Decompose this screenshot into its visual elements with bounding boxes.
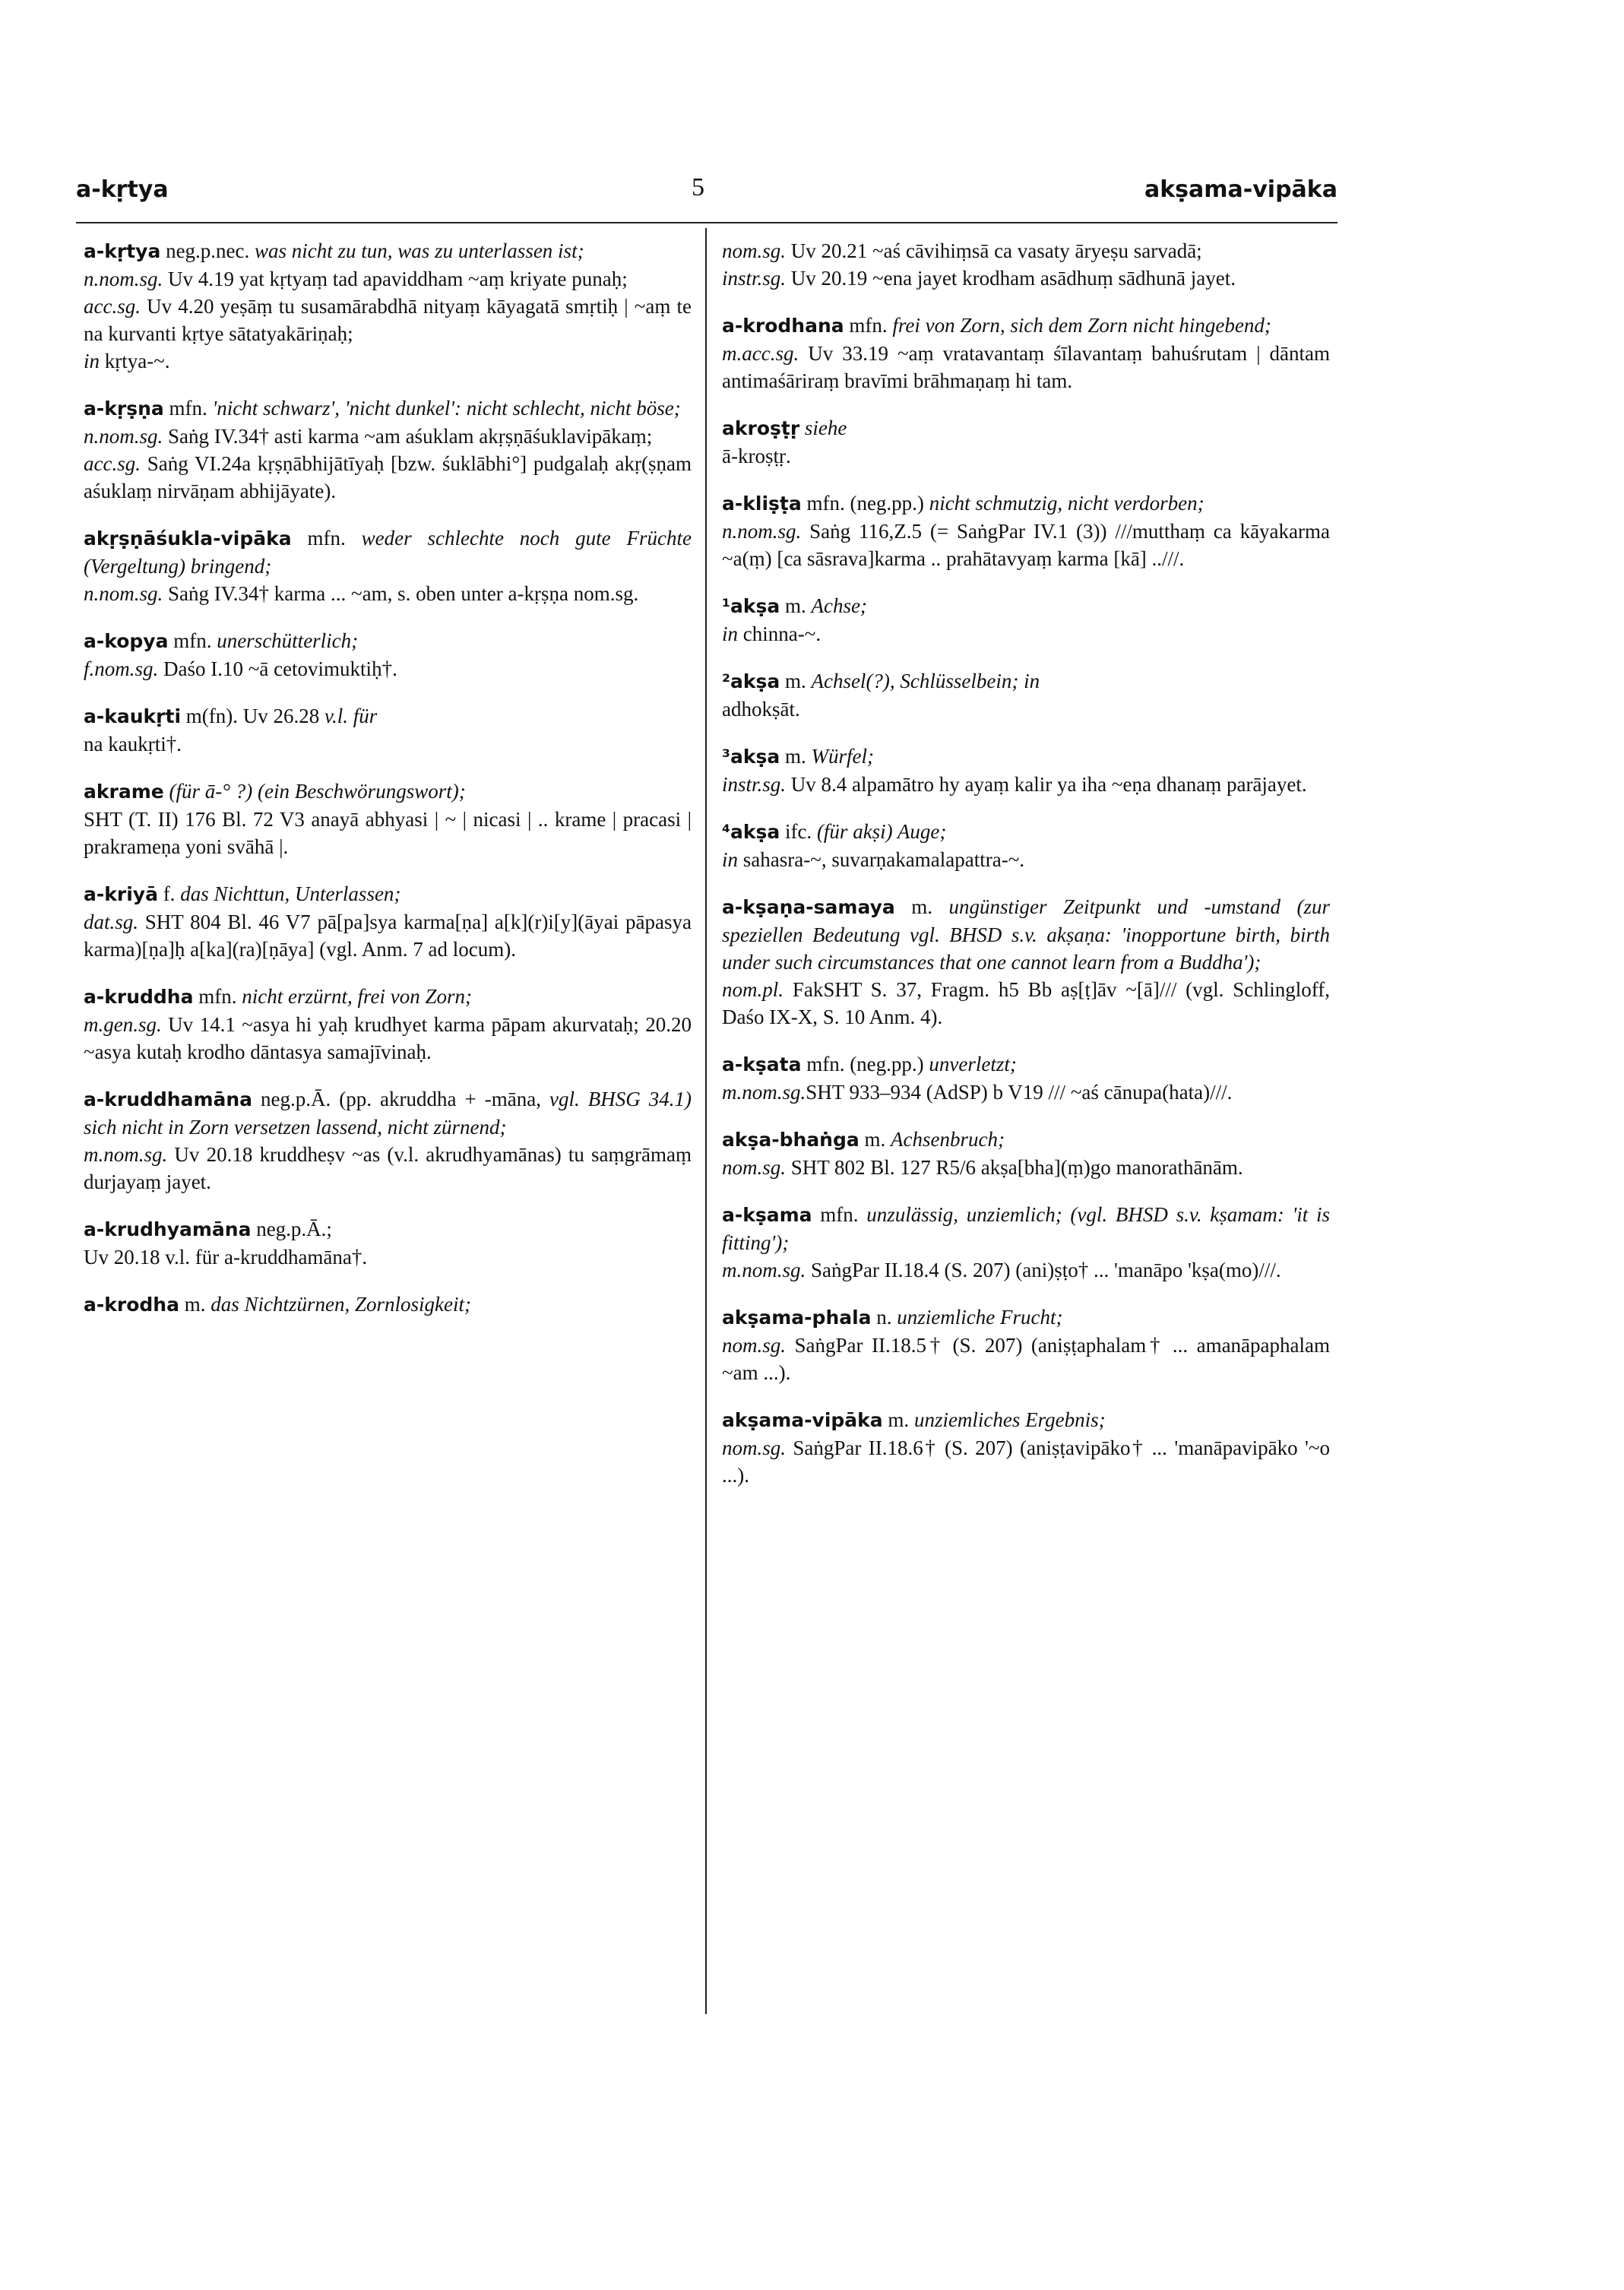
gloss: v.l. für bbox=[324, 705, 378, 727]
grammatical-form: nom.sg. bbox=[722, 1436, 787, 1459]
grammar-info: m. bbox=[882, 1408, 914, 1431]
entry-head bbox=[722, 893, 1330, 976]
citation-text: SHT 933–934 (AdSP) b V19 /// ~aś cānupa(hata)///. bbox=[806, 1081, 1233, 1104]
headword: ³akṣa bbox=[722, 746, 780, 768]
grammar-info: mfn. bbox=[168, 629, 217, 652]
gloss: frei von Zorn, sich dem Zorn nicht hingebend; bbox=[892, 314, 1271, 337]
grammatical-form: n.nom.sg. bbox=[84, 425, 163, 448]
dictionary-entry bbox=[722, 818, 1330, 873]
citation-text: Uv 20.18 v.l. für a-kruddhamāna†. bbox=[84, 1246, 368, 1269]
gloss: das Nichtzürnen, Zornlosigkeit; bbox=[211, 1293, 471, 1316]
entry-head bbox=[84, 627, 692, 655]
headword: a-kliṣṭa bbox=[722, 493, 802, 515]
grammar-info: mfn. (neg.pp.) bbox=[801, 1053, 929, 1075]
grammatical-form: acc.sg. bbox=[84, 452, 141, 475]
citation bbox=[722, 442, 1330, 470]
headword: a-kruddha bbox=[84, 986, 194, 1008]
citation bbox=[84, 730, 692, 758]
citation-text: Uv 4.19 yat kṛtyaṃ tad apaviddham ~aṃ kriyate punaḥ; bbox=[163, 268, 628, 290]
dictionary-entry bbox=[84, 983, 692, 1066]
entry-head bbox=[84, 702, 692, 730]
grammatical-form: n.nom.sg. bbox=[84, 268, 163, 290]
grammatical-form: acc.sg. bbox=[84, 295, 141, 318]
entry-head bbox=[84, 394, 692, 423]
grammar-info: mfn. bbox=[193, 985, 242, 1008]
entry-head bbox=[84, 1291, 692, 1319]
gloss: Achsenbruch; bbox=[891, 1128, 1005, 1151]
citation bbox=[84, 580, 692, 607]
headword: a-kṛtya bbox=[84, 240, 161, 262]
headword: a-kṛṣṇa bbox=[84, 398, 164, 420]
headword: akṣama-phala bbox=[722, 1307, 872, 1329]
headword: akṣa-bhaṅga bbox=[722, 1129, 859, 1151]
headword: ⁴akṣa bbox=[722, 821, 780, 843]
grammar-info: m. bbox=[859, 1128, 891, 1151]
citation bbox=[722, 237, 1330, 264]
grammar-info: mfn. (neg.pp.) bbox=[801, 492, 929, 515]
citation-text: Saṅg IV.34† karma ... ~am, s. oben unter a-kṛṣṇa nom.sg. bbox=[163, 582, 639, 605]
citation-text: Uv 8.4 alpamātro hy ayaṃ kalir ya iha ~eṇa dhanaṃ parājayet. bbox=[786, 773, 1307, 796]
dictionary-entry bbox=[722, 1126, 1330, 1181]
grammatical-form: instr.sg. bbox=[722, 773, 787, 796]
entry-head bbox=[84, 1215, 692, 1243]
headword: a-krodha bbox=[84, 1294, 179, 1316]
citation-text: Uv 33.19 ~aṃ vratavantaṃ śīlavantaṃ bahuśrutam | dāntam antimaśāriraṃ bravīmi brāhmaṇaṃ hi tam. bbox=[722, 342, 1330, 392]
grammatical-form: m.gen.sg. bbox=[84, 1013, 162, 1036]
gloss: nicht schmutzig, nicht verdorben; bbox=[929, 492, 1205, 515]
gloss: Würfel; bbox=[811, 745, 874, 768]
grammatical-form: nom.sg. bbox=[722, 239, 787, 262]
left-column bbox=[84, 237, 692, 1338]
citation bbox=[722, 846, 1330, 873]
citation-text: SHT 804 Bl. 46 V7 pā[pa]sya karma[ṇa] a[k](r)i[y](āyai pāpasya karma)[ṇa]ḥ a[ka](ra)[ṇāya] (vgl. Anm. 7 ad locum). bbox=[84, 911, 692, 961]
gloss: (für akṣi) Auge; bbox=[816, 820, 947, 843]
gloss: Achse; bbox=[811, 594, 867, 617]
dictionary-entry bbox=[84, 237, 692, 375]
dictionary-entry bbox=[722, 1201, 1330, 1284]
dictionary-entry bbox=[84, 880, 692, 963]
citation bbox=[84, 347, 692, 375]
gloss: unzulässig, unziemlich; (vgl. BHSD s.v. kṣamam: 'it is fitting'); bbox=[722, 1203, 1330, 1254]
headword: ²akṣa bbox=[722, 670, 780, 692]
headword: a-kriyā bbox=[84, 883, 158, 905]
gloss: unziemliches Ergebnis; bbox=[913, 1408, 1106, 1431]
dictionary-entry bbox=[84, 524, 692, 607]
citation bbox=[84, 908, 692, 963]
dictionary-entry bbox=[84, 702, 692, 758]
headword: a-kaukṛti bbox=[84, 705, 182, 727]
citation bbox=[84, 655, 692, 683]
entry-head bbox=[84, 524, 692, 580]
grammar-info: m(fn). Uv 26.28 bbox=[181, 705, 324, 727]
headword: akrame bbox=[84, 781, 164, 803]
citation bbox=[722, 340, 1330, 394]
right-column bbox=[722, 237, 1330, 1509]
grammar-info: n. bbox=[871, 1306, 897, 1329]
dictionary-entry bbox=[722, 489, 1330, 572]
headword: a-kṣaṇa-samaya bbox=[722, 896, 895, 918]
headword: a-krudhyamāna bbox=[84, 1218, 252, 1240]
grammatical-form: in bbox=[722, 848, 739, 871]
citation bbox=[722, 620, 1330, 648]
citation bbox=[84, 806, 692, 860]
dictionary-entry bbox=[722, 1406, 1330, 1489]
dictionary-entry bbox=[722, 893, 1330, 1031]
citation-text: Uv 20.18 kruddheṣv ~as (v.l. akrudhyamānas) tu saṃgrāmaṃ durjayaṃ jayet. bbox=[84, 1143, 692, 1193]
grammar-info: f. bbox=[157, 882, 181, 905]
dictionary-entry bbox=[84, 778, 692, 860]
entry-head bbox=[722, 743, 1330, 771]
citation-text: Uv 14.1 ~asya hi yaḥ krudhyet karma pāpam akurvataḥ; 20.20 ~asya kutaḥ krodho dāntasya samajīvinaḥ. bbox=[84, 1013, 692, 1063]
grammatical-form: m.nom.sg. bbox=[722, 1081, 806, 1104]
dictionary-entry bbox=[722, 237, 1330, 292]
dictionary-entry bbox=[722, 414, 1330, 470]
citation bbox=[722, 976, 1330, 1031]
citation bbox=[722, 771, 1330, 798]
grammar-info: mfn. bbox=[291, 527, 362, 550]
citation-text: Saṅg 116,Z.5 (= SaṅgPar IV.1 (3)) ///mutthaṃ ca kāyakarma ~a(ṃ) [ca sāsrava]karma .. prahātavyaṃ karma [kā] ..///. bbox=[722, 520, 1330, 570]
grammatical-form: m.nom.sg. bbox=[84, 1143, 168, 1166]
citation bbox=[84, 1243, 692, 1271]
gloss: (für ā-° ?) (ein Beschwörungswort); bbox=[169, 780, 466, 803]
grammatical-form: n.nom.sg. bbox=[84, 582, 163, 605]
headword: akṣama-vipāka bbox=[722, 1409, 883, 1431]
header-rule bbox=[76, 222, 1338, 223]
grammar-info: neg.p.Ā.; bbox=[251, 1218, 332, 1240]
citation-text: SaṅgPar II.18.4 (S. 207) (ani)ṣṭo† ... 'manāpo 'kṣa(mo)///. bbox=[806, 1259, 1281, 1281]
citation-text: kṛtya-~. bbox=[100, 350, 170, 372]
headword: a-krodhana bbox=[722, 315, 844, 337]
headword: a-kṣama bbox=[722, 1204, 812, 1226]
gloss: unziemliche Frucht; bbox=[897, 1306, 1063, 1329]
grammatical-form: in bbox=[84, 350, 100, 372]
dictionary-entry bbox=[84, 1291, 692, 1319]
citation-text: Saṅg IV.34† asti karma ~am aśuklam akṛṣṇāśuklavipākaṃ; bbox=[163, 425, 653, 448]
citation bbox=[722, 1078, 1330, 1106]
dictionary-entry bbox=[84, 394, 692, 505]
entry-head bbox=[722, 1050, 1330, 1078]
column-divider bbox=[705, 228, 707, 2014]
citation bbox=[84, 450, 692, 505]
header-right-catchword: akṣama-vipāka bbox=[1144, 176, 1338, 203]
citation bbox=[722, 1332, 1330, 1386]
headword: akṛṣṇāśukla-vipāka bbox=[84, 527, 292, 550]
citation-text: SaṅgPar II.18.5† (S. 207) (aniṣṭaphalam† ... amanāpaphalam ~am ...). bbox=[722, 1334, 1330, 1384]
citation bbox=[722, 1154, 1330, 1181]
citation-text: Daśo I.10 ~ā cetovimuktiḥ†. bbox=[158, 657, 397, 680]
gloss: siehe bbox=[804, 417, 847, 439]
entry-head bbox=[722, 489, 1330, 518]
entry-head bbox=[722, 818, 1330, 846]
grammatical-form: dat.sg. bbox=[84, 911, 139, 933]
citation bbox=[722, 1434, 1330, 1489]
grammar-info: m. bbox=[780, 745, 812, 768]
citation-text: Saṅg VI.24a kṛṣṇābhijātīyaḥ [bzw. śuklābhi°] pudgalaḥ akṛ(ṣṇam aśuklaṃ nirvāṇam abhijāyate). bbox=[84, 452, 692, 502]
gloss: Achsel(?), Schlüsselbein; in bbox=[811, 670, 1040, 692]
grammatical-form: m.nom.sg. bbox=[722, 1259, 806, 1281]
header-left-catchword: a-kṛtya bbox=[76, 176, 169, 203]
entry-head bbox=[722, 312, 1330, 340]
citation bbox=[84, 423, 692, 450]
citation-text: na kaukṛti†. bbox=[84, 733, 182, 755]
citation-text: SHT 802 Bl. 127 R5/6 akṣa[bha](ṃ)go manorathānām. bbox=[786, 1156, 1243, 1179]
entry-head bbox=[84, 778, 692, 806]
citation-text: FakSHT S. 37, Fragm. h5 Bb aṣ[ṭ]āv ~[ā]/// (vgl. Schlingloff, Daśo IX-X, S. 10 Anm. 4). bbox=[722, 978, 1330, 1028]
headword: a-kopya bbox=[84, 630, 169, 652]
entry-head bbox=[84, 237, 692, 265]
gloss: das Nichttun, Unterlassen; bbox=[180, 882, 401, 905]
grammar-info: mfn. bbox=[163, 397, 213, 420]
citation-text: SHT (T. II) 176 Bl. 72 V3 anayā abhyasi | ~ | nicasi | .. krame | pracasi | prakrameṇa yoni svāhā |. bbox=[84, 808, 692, 858]
grammatical-form: n.nom.sg. bbox=[722, 520, 802, 543]
entry-head bbox=[722, 667, 1330, 695]
grammar-info bbox=[799, 417, 805, 439]
citation bbox=[722, 1256, 1330, 1284]
citation-text: chinna-~. bbox=[738, 622, 821, 645]
citation-text: adhokṣāt. bbox=[722, 698, 800, 721]
citation-text: Uv 4.20 yeṣāṃ tu susamārabdhā nityaṃ kāyagatā smṛtiḥ | ~aṃ te na kurvanti kṛtye sātatyakāriṇaḥ; bbox=[84, 295, 692, 345]
dictionary-entry bbox=[722, 1050, 1330, 1106]
citation bbox=[722, 518, 1330, 572]
citation bbox=[84, 1011, 692, 1066]
gloss: unverletzt; bbox=[929, 1053, 1017, 1075]
grammar-info: mfn. bbox=[844, 314, 893, 337]
entry-head bbox=[722, 1406, 1330, 1434]
grammar-info: m. bbox=[179, 1293, 211, 1316]
grammatical-form: in bbox=[722, 622, 739, 645]
citation-text: SaṅgPar II.18.6† (S. 207) (aniṣṭavipāko† ... 'manāpavipāko '~o ...). bbox=[722, 1436, 1330, 1487]
citation-text: Uv 20.21 ~aś cāvihiṃsā ca vasaty āryeṣu sarvadā; bbox=[786, 239, 1202, 262]
citation bbox=[722, 264, 1330, 292]
grammar-info: m. bbox=[780, 670, 812, 692]
citation bbox=[84, 1141, 692, 1196]
dictionary-entry bbox=[722, 312, 1330, 394]
entry-head bbox=[84, 983, 692, 1011]
entry-head bbox=[84, 880, 692, 908]
gloss: ungünstiger Zeitpunkt und -umstand (zur speziellen Bedeutung vgl. BHSD s.v. akṣaṇa: 'inopportune birth, birth under such circumstances that one cannot learn from a Buddha'); bbox=[722, 895, 1330, 974]
grammatical-form: m.acc.sg. bbox=[722, 342, 799, 365]
gloss: 'nicht schwarz', 'nicht dunkel': nicht schlecht, nicht böse; bbox=[212, 397, 681, 420]
grammar-info: m. bbox=[780, 594, 812, 617]
headword: akroṣṭṛ bbox=[722, 417, 800, 439]
dictionary-entry bbox=[84, 1085, 692, 1196]
grammatical-form: nom.sg. bbox=[722, 1156, 787, 1179]
entry-head bbox=[722, 592, 1330, 620]
citation-text: Uv 20.19 ~ena jayet krodham asādhuṃ sādhunā jayet. bbox=[786, 267, 1236, 290]
entry-head bbox=[722, 1201, 1330, 1256]
headword: ¹akṣa bbox=[722, 595, 780, 617]
headword: a-kruddhamāna bbox=[84, 1088, 253, 1110]
dictionary-entry bbox=[84, 1215, 692, 1271]
dictionary-entry bbox=[722, 592, 1330, 648]
citation bbox=[84, 265, 692, 293]
gloss: weder schlechte noch gute Früchte (Vergeltung) bringend; bbox=[84, 527, 692, 578]
grammar-info: m. bbox=[894, 895, 949, 918]
dictionary-entry bbox=[84, 627, 692, 683]
entry-head bbox=[84, 1085, 692, 1141]
grammatical-form: nom.sg. bbox=[722, 1334, 787, 1357]
grammar-info: ifc. bbox=[780, 820, 817, 843]
dictionary-entry bbox=[722, 667, 1330, 723]
page-number: 5 bbox=[692, 173, 704, 201]
grammar-info: neg.p.Ā. (pp. akruddha + -māna, bbox=[252, 1088, 549, 1110]
gloss: vgl. BHSG 34.1) sich nicht in Zorn versetzen lassend, nicht zürnend; bbox=[84, 1088, 692, 1139]
dictionary-entry bbox=[722, 1303, 1330, 1386]
grammatical-form: f.nom.sg. bbox=[84, 657, 159, 680]
citation-text: sahasra-~, suvarṇakamalapattra-~. bbox=[738, 848, 1025, 871]
grammar-info: neg.p.nec. bbox=[160, 239, 255, 262]
headword: a-kṣata bbox=[722, 1053, 802, 1075]
dictionary-entry bbox=[722, 743, 1330, 798]
grammar-info: mfn. bbox=[812, 1203, 867, 1226]
entry-head bbox=[722, 414, 1330, 442]
gloss: was nicht zu tun, was zu unterlassen ist; bbox=[255, 239, 584, 262]
entry-head bbox=[722, 1126, 1330, 1154]
grammatical-form: instr.sg. bbox=[722, 267, 787, 290]
entry-head bbox=[722, 1303, 1330, 1332]
gloss: nicht erzürnt, frei von Zorn; bbox=[242, 985, 472, 1008]
citation bbox=[84, 293, 692, 347]
citation-text: ā-kroṣṭṛ. bbox=[722, 445, 791, 467]
citation bbox=[722, 695, 1330, 723]
grammatical-form: nom.pl. bbox=[722, 978, 784, 1001]
gloss: unerschütterlich; bbox=[217, 629, 359, 652]
